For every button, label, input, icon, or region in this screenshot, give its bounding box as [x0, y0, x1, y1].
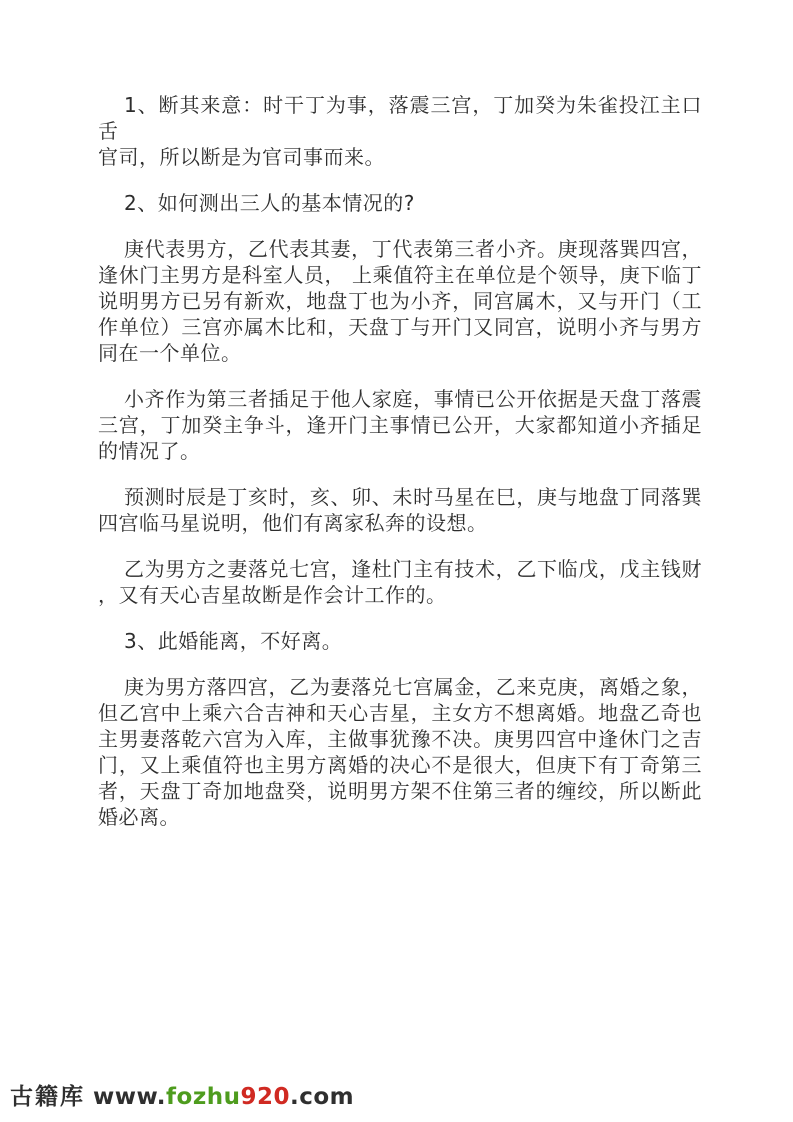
- paragraph: [98, 236, 702, 366]
- text-line: ，又有天心吉星故断是作会计工作的。: [98, 583, 447, 607]
- text-line: 作单位）三宫亦属木比和，天盘丁与开门又同宫，说明小齐与男方: [98, 315, 702, 339]
- text-line: 三宫，丁加癸主争斗，逢开门主事情已公开，大家都知道小齐插足: [98, 413, 702, 437]
- paragraph: [98, 190, 702, 216]
- watermark-url-name: fozhu: [166, 1084, 241, 1110]
- watermark: [10, 1083, 354, 1111]
- text-line: 3、此婚能离，不好离。: [124, 629, 343, 653]
- document-body: [98, 92, 702, 850]
- paragraph: [98, 674, 702, 830]
- paragraph: [98, 628, 702, 654]
- text-line: 主男妻落乾六宫为入库，主做事犹豫不决。庚男四宫中逢休门之吉: [98, 727, 702, 751]
- text-line: 庚代表男方，乙代表其妻，丁代表第三者小齐。庚现落巽四宫，: [124, 237, 702, 261]
- text-line: 门，又上乘值符也主男方离婚的决心不是很大，但庚下有丁奇第三: [98, 753, 702, 777]
- text-line: 的情况了。: [98, 439, 201, 463]
- text-line: 婚必离。: [98, 805, 180, 829]
- watermark-url-number: 920: [240, 1084, 290, 1110]
- watermark-url-tld: .com: [289, 1084, 355, 1110]
- text-line: 逢休门主男方是科室人员， 上乘值符主在单位是个领导，庚下临丁: [98, 263, 702, 287]
- text-line: 小齐作为第三者插足于他人家庭，事情已公开依据是天盘丁落震: [124, 387, 702, 411]
- paragraph: [98, 556, 702, 608]
- paragraph: [98, 484, 702, 536]
- text-line: 预测时辰是丁亥时，亥、卯、未时马星在巳，庚与地盘丁同落巽: [124, 485, 702, 509]
- watermark-url: [93, 1084, 354, 1110]
- text-line: 1、断其来意：时干丁为事，落震三宫，丁加癸为朱雀投江主口舌: [98, 93, 702, 143]
- watermark-site-name: 古籍库: [10, 1084, 85, 1110]
- text-line: 但乙宫中上乘六合吉神和天心吉星，主女方不想离婚。地盘乙奇也: [98, 701, 702, 725]
- text-line: 乙为男方之妻落兑七宫，逢杜门主有技术，乙下临戊，戊主钱财: [124, 557, 702, 581]
- text-line: 者，天盘丁奇加地盘癸，说明男方架不住第三者的缠绞，所以断此: [98, 779, 702, 803]
- watermark-url-www: www.: [93, 1084, 167, 1110]
- paragraph: [98, 386, 702, 464]
- text-line: 说明男方已另有新欢，地盘丁也为小齐，同宫属木，又与开门（工: [98, 289, 702, 313]
- text-line: 庚为男方落四宫，乙为妻落兑七宫属金，乙来克庚，离婚之象，: [124, 675, 702, 699]
- text-line: 官司，所以断是为官司事而来。: [98, 145, 385, 169]
- text-line: 2、如何测出三人的基本情况的?: [124, 191, 415, 215]
- text-line: 同在一个单位。: [98, 341, 242, 365]
- text-line: 四宫临马星说明，他们有离家私奔的设想。: [98, 511, 488, 535]
- paragraph: [98, 92, 702, 170]
